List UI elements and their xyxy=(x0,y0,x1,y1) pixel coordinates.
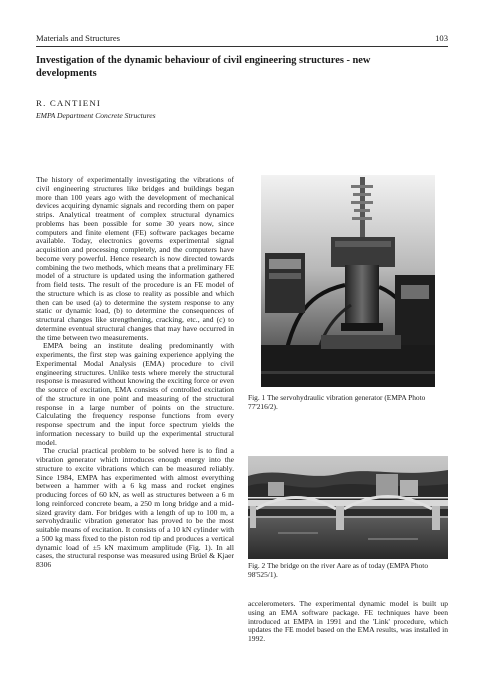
body-continuation: accelerometers. The experimental dynamic model is built up using an EMA software package. FE techniques have been introduced at EMPA in 1991 and the 'Link' procedure, which updates the FE model based on the EMA results, was installed in 1992. xyxy=(248,599,448,643)
article-author: R. CANTIENI xyxy=(36,98,101,108)
journal-section: Materials and Structures xyxy=(36,33,121,43)
running-head xyxy=(36,33,448,43)
figure-2-photo xyxy=(248,456,448,559)
body-text xyxy=(36,176,234,570)
author-affiliation: EMPA Department Concrete Structures xyxy=(36,111,156,120)
body-paragraph: The history of experimentally investigating the vibrations of civil engineering structures like bridges and buildings began more than 100 years ago with the development of mechanical devices acquiring dynamic signals and recording them on paper strips. Analytical treatment of complex structural dynamics problems has been possible for some 30 years now, since computers and finite element (FE) software packages became available. Today, electronics governs experimental signal acquisition and processing completely, and the computers have become very powerful. Hence research is now directed towards combining the two methods, which means that a preliminary FE model of a structure is updated using the information gathered from field tests. The result of the procedure is an FE model of the structure which is as close to reality as possible and which then can be used (a) to determine the system response to any static or dynamic load, (b) to determine the consequences of structural changes like strengthening, cracking, etc., and (c) to determine eventual structural changes that may have occurred in the time between two measurements. xyxy=(36,175,234,342)
body-paragraph: EMPA being an institute dealing predominantly with experiments, the first step was gaining experience applying the Experimental Modal Analysis (EMA) procedure to civil engineering structures. Unlike tests where merely the structural response is measured without knowing the exciting force or even the source of excitation, EMA consists of controlled excitation of the structure in one point and measuring of the structural response in a large number of points on the structure. Calculating the frequency response functions from every response spectrum and the input force spectrum yields the information necessary to build up the experimental structural model. xyxy=(36,341,234,447)
figure-2-caption: Fig. 2 The bridge on the river Aare as of today (EMPA Photo 98'525/1). xyxy=(248,561,429,579)
body-paragraph: The crucial practical problem to be solved here is to find a vibration generator which introduces enough energy into the structure to excite vibrations which can be measured reliably. Since 1984, EMPA has experimented with almost everything between a hammer with a 6 kg mass and rocket engines producing forces of 60 kN, as well as structures between a 6 m long reinforced concrete beam, a 250 m long bridge and a mid-sized gravity dam. For bridges with a length of up to 100 m, a servohydraulic vibration generator has proved to be the most suitable means of excitation. It consists of a 10 kN cylinder with a 500 kg mass fixed to the piston rod tip and produces a vertical dynamic load of ±5 kN maximum amplitude (Fig. 1). In all cases, the structural response was measured using Brüel & Kjaer 8306 xyxy=(36,446,234,569)
header-rule xyxy=(36,46,448,47)
article-title: Investigation of the dynamic behaviour of civil engineering structures - new developments xyxy=(36,55,371,79)
page-number: 103 xyxy=(435,33,448,43)
figure-1-caption: Fig. 1 The servohydraulic vibration generator (EMPA Photo 77'216/2). xyxy=(248,393,426,411)
figure-1-photo xyxy=(261,175,435,387)
